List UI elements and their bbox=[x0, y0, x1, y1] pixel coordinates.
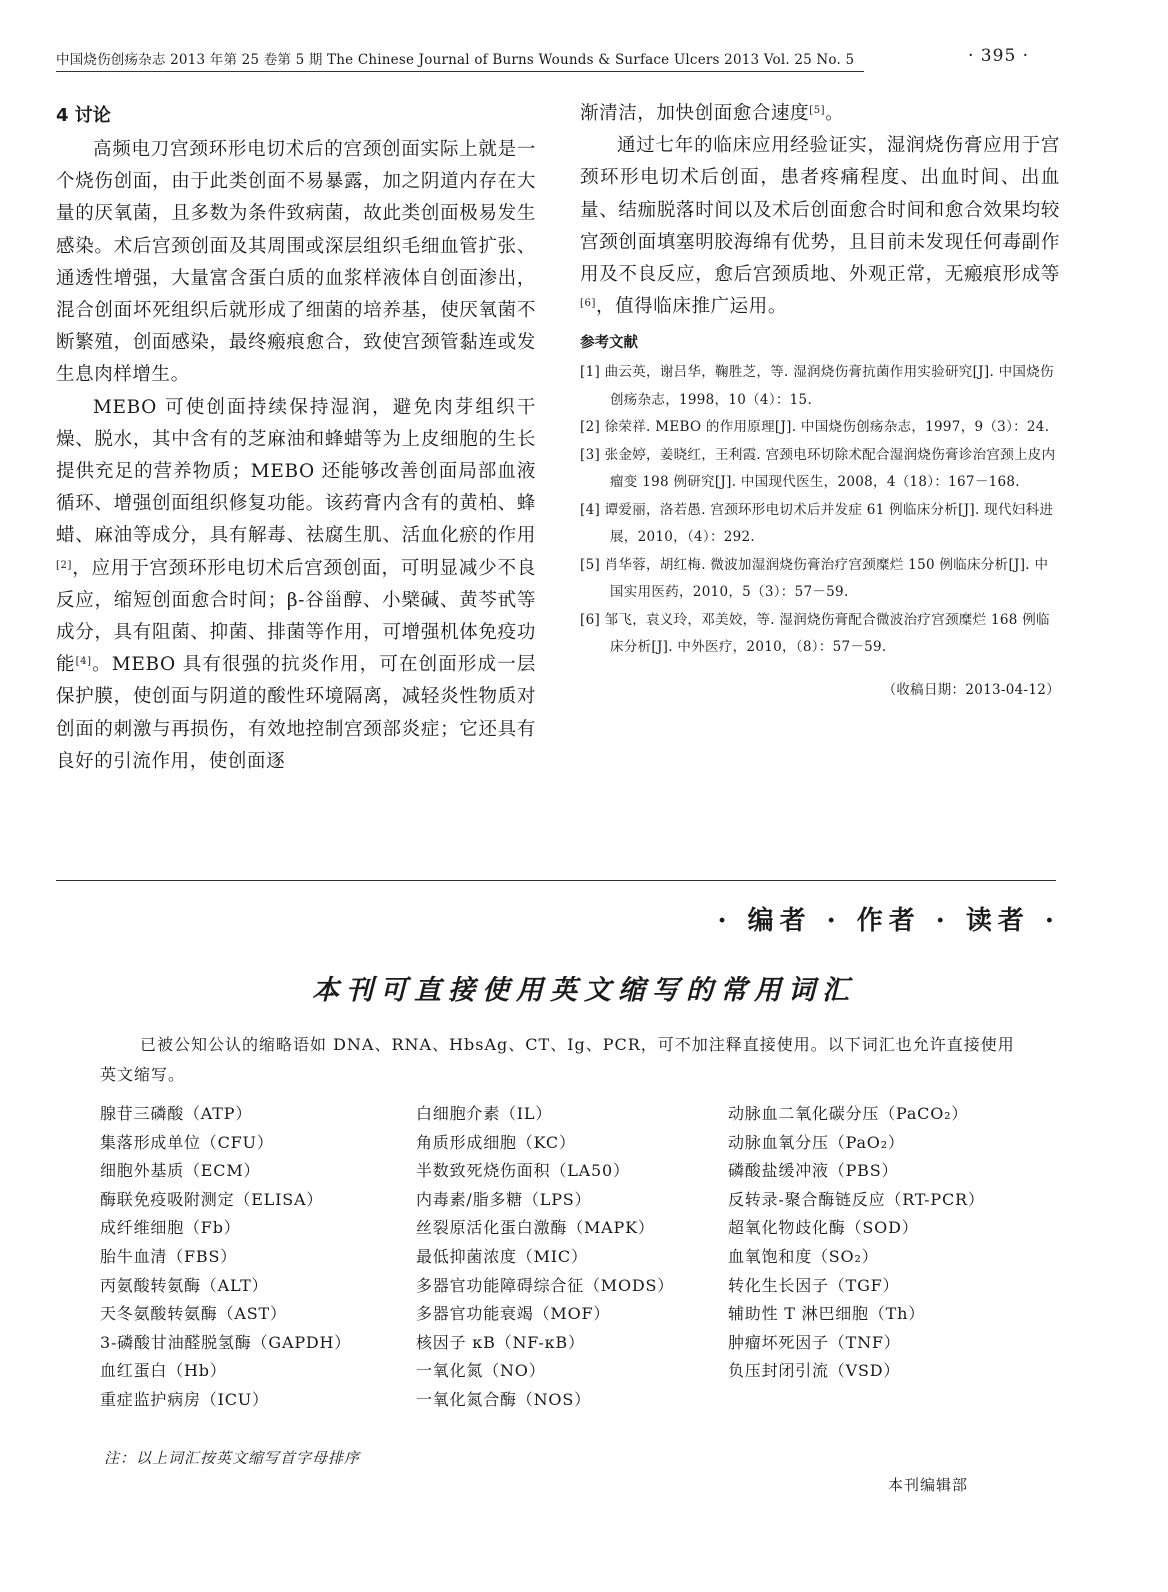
term-item: 动脉血二氧化碳分压（PaCO₂） bbox=[728, 1104, 969, 1123]
citation-5: [5] bbox=[809, 105, 826, 116]
reference-item: [2] 徐荣祥. MEBO 的作用原理[J]. 中国烧伤创疡杂志，1997，9（3）：24. bbox=[580, 419, 1050, 436]
term-item: 角质形成细胞（KC） bbox=[416, 1132, 576, 1152]
right-column bbox=[580, 98, 1060, 698]
term-item: 超氧化物歧化酶（SOD） bbox=[728, 1218, 919, 1238]
term-item: 3-磷酸甘油醛脱氢酶（GAPDH） bbox=[100, 1332, 352, 1352]
discussion-paragraph-3 bbox=[580, 130, 1060, 323]
references-title: 参考文献 bbox=[580, 335, 638, 352]
term-item: 成纤维细胞（Fb） bbox=[100, 1218, 241, 1238]
p2-text-a: MEBO 可使创面持续保持湿润，避免肉芽组织干燥、脱水，其中含有的芝麻油和蜂蜡等为上皮细胞的生长提供充足的营养物质；MEBO 还能够改善创面局部血液循环、增强创面组织修复功能。该药膏内含有的黄柏、蜂蜡、麻油等成分，具有解毒、祛腐生肌、活血化瘀的作用 bbox=[56, 396, 536, 547]
term-item: 半数致死烧伤面积（LA50） bbox=[416, 1161, 630, 1181]
received-date: （收稿日期：2013-04-12） bbox=[882, 681, 1060, 698]
term-item: 负压封闭引流（VSD） bbox=[728, 1361, 901, 1381]
citation-6: [6] bbox=[580, 298, 596, 310]
reference-item: [3] 张金婷，姜晓红，王利霞. 宫颈电环切除术配合湿润烧伤膏诊治宫颈上皮内瘤变 198 例研究[J]. 中国现代医生，2008，4（18）：167－168. bbox=[580, 446, 1056, 491]
term-item: 丙氨酸转氨酶（ALT） bbox=[100, 1275, 269, 1295]
p2-cont-text: 渐清洁，加快创面愈合速度 bbox=[580, 103, 810, 124]
p2-text-b: ，应用于宫颈环形电切术后宫颈创面，可明显减少不良反应，缩短创面愈合时间；β-谷甾醇、小檗碱、黄芩甙等成分，具有阻菌、抑菌、排菌等作用，可增强机体免疫功能 bbox=[56, 557, 536, 676]
p2-text-c: 。MEBO 具有很强的抗炎作用，可在创面形成一层保护膜，使创面与阴道的酸性环境隔离，减轻炎性物质对创面的刺激与再损伤，有效地控制宫颈部炎症；它还具有良好的引流作用，使创面逐 bbox=[56, 654, 536, 772]
terms-column-2 bbox=[416, 1100, 674, 1415]
reference-item: [4] 谭爱丽，洛若愚. 宫颈环形电切术后并发症 61 例临床分析[J]. 现代妇科进展，2010，（4）：292. bbox=[580, 501, 1054, 546]
section-divider bbox=[56, 880, 1056, 881]
editorial-signoff: 本刊编辑部 bbox=[888, 1476, 969, 1494]
terms-column-1 bbox=[100, 1100, 351, 1415]
term-item: 最低抑菌浓度（MIC） bbox=[416, 1246, 588, 1266]
term-item: 一氧化氮合酶（NOS） bbox=[416, 1389, 591, 1409]
running-header: 中国烧伤创疡杂志 2013 年第 25 卷第 5 期 The Chinese Journal of Burns Wounds & Surface Ulcers 2013 Vol. 25 No. 5 bbox=[56, 48, 864, 72]
term-item: 丝裂原活化蛋白激酶（MAPK） bbox=[416, 1218, 655, 1238]
citation-2: [2] bbox=[56, 559, 72, 571]
reference-item: [5] 肖华蓉，胡红梅. 微波加湿润烧伤膏治疗宫颈糜烂 150 例临床分析[J]. 中国实用医药，2010，5（3）：57－59. bbox=[580, 556, 1049, 601]
term-item: 天冬氨酸转氨酶（AST） bbox=[100, 1304, 287, 1324]
notice-intro: 已被公知公认的缩略语如 DNA、RNA、HbsAg、CT、Ig、PCR，可不加注释直接使用。以下词汇也允许直接使用英文缩写。 bbox=[100, 1035, 1015, 1084]
term-item: 动脉血氧分压（PaO₂） bbox=[728, 1132, 905, 1152]
reference-item: [6] 邹飞，袁义玲，邓美姣，等. 湿润烧伤膏配合微波治疗宫颈糜烂 168 例临床分析[J]. 中外医疗，2010，（8）：57－59. bbox=[580, 611, 1050, 656]
section-title: 4 讨论 bbox=[56, 105, 111, 126]
term-item: 酶联免疫吸附测定（ELISA） bbox=[100, 1189, 324, 1209]
p2-cont-end: 。 bbox=[825, 103, 845, 124]
term-item: 胎牛血清（FBS） bbox=[100, 1246, 238, 1266]
term-item: 反转录-聚合酶链反应（RT-PCR） bbox=[728, 1189, 985, 1209]
notice-title: 本刊可直接使用英文缩写的常用词汇 bbox=[312, 975, 856, 1006]
p3-text-a: 通过七年的临床应用经验证实，湿润烧伤膏应用于宫颈环形电切术后创面，患者疼痛程度、出血时间、出血量、结痂脱落时间以及术后创面愈合时间和愈合效果均较宫颈创面填塞明胶海绵有优势，且目前未发现任何毒副作用及不良反应，愈后宫颈质地、外观正常，无瘢痕形成等 bbox=[580, 135, 1060, 286]
reference-item: [1] 曲云英，谢吕华，鞠胜芝，等. 湿润烧伤膏抗菌作用实验研究[J]. 中国烧伤创疡杂志，1998，10（4）：15. bbox=[580, 364, 1054, 408]
term-item: 血红蛋白（Hb） bbox=[100, 1361, 227, 1381]
term-item: 腺苷三磷酸（ATP） bbox=[100, 1104, 253, 1123]
discussion-paragraph-2-continued bbox=[580, 98, 1060, 130]
column-banner: · 编者 · 作者 · 读者 · bbox=[717, 906, 1060, 936]
page-number: · 395 · bbox=[968, 46, 1030, 66]
p3-text-b: ，值得临床推广运用。 bbox=[595, 296, 787, 318]
discussion-paragraph-1: 高频电刀宫颈环形电切术后的宫颈创面实际上就是一个烧伤创面，由于此类创面不易暴露，加之阴道内存在大量的厌氧菌，且多数为条件致病菌，故此类创面极易发生感染。术后宫颈创面及其周围或深层组织毛细血管扩张、通透性增强，大量富含蛋白质的血浆样液体自创面渗出，混合创面坏死组织后就形成了细菌的培养基，使厌氧菌不断繁殖，创面感染，最终瘢痕愈合，致使宫颈管黏连或发生息肉样增生。 bbox=[56, 139, 536, 386]
term-item: 肿瘤坏死因子（TNF） bbox=[728, 1332, 901, 1352]
term-item: 多器官功能障碍综合征（MODS） bbox=[416, 1275, 675, 1295]
term-item: 多器官功能衰竭（MOF） bbox=[416, 1304, 611, 1324]
term-item: 白细胞介素（IL） bbox=[416, 1104, 553, 1123]
term-item: 转化生长因子（TGF） bbox=[728, 1275, 900, 1295]
term-item: 细胞外基质（ECM） bbox=[100, 1161, 261, 1181]
term-item: 内毒素/脂多糖（LPS） bbox=[416, 1189, 592, 1209]
footnote: 注：以上词汇按英文缩写首字母排序 bbox=[104, 1449, 361, 1467]
term-item: 血氧饱和度（SO₂） bbox=[728, 1246, 879, 1266]
discussion-paragraph-2 bbox=[56, 392, 536, 778]
term-item: 一氧化氮（NO） bbox=[416, 1361, 546, 1381]
citation-4: [4] bbox=[75, 656, 92, 668]
term-item: 辅助性 T 淋巴细胞（Th） bbox=[728, 1304, 926, 1324]
term-item: 核因子 κB（NF-κB） bbox=[416, 1332, 585, 1352]
term-item: 重症监护病房（ICU） bbox=[100, 1389, 269, 1409]
left-column bbox=[56, 98, 536, 778]
term-item: 磷酸盐缓冲液（PBS） bbox=[728, 1161, 899, 1181]
terms-column-3 bbox=[728, 1100, 985, 1386]
term-item: 集落形成单位（CFU） bbox=[100, 1132, 274, 1152]
